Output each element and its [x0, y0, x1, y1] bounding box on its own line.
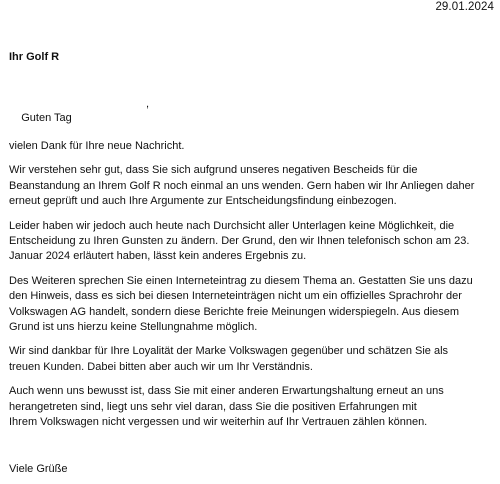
letter-body [9, 139, 493, 440]
greeting-text: Guten Tag [21, 112, 72, 124]
paragraph-understanding: Wir verstehen sehr gut, dass Sie sich aufgrund unseres negativen Bescheids für die Beanstandung an Ihrem Golf R noch einmal an uns wenden. Gern haben wir Ihr Anliegen daher erneut geprüft und auch Ihre Argumente zur Entscheidungsfindung einbezogen. [9, 164, 475, 208]
paragraph-internet-entry: Des Weiteren sprechen Sie einen Interneteintrag zu diesem Thema an. Gestatten Sie uns dazu den Hinweis, dass es sich bei diesen Interneteinträgen nicht um ein offizielles Sprachrohr der Volkswagen AG handelt, sondern diese Berichte freie Meinungen widerspiegeln. Aus diesem Grund ist uns hierzu keine Stellungnahme möglich. [9, 274, 473, 334]
paragraph-thanks: vielen Dank für Ihre neue Nachricht. [9, 140, 185, 152]
letter-closing: Viele Grüße [9, 463, 68, 475]
greeting-comma: , [146, 98, 150, 110]
letter-title: Ihr Golf R [9, 51, 60, 63]
paragraph-expectations: Auch wenn uns bewusst ist, dass Sie mit einer anderen Erwartungshaltung erneut an uns herangetreten sind, liegt uns sehr viel daran, dass Sie die positiven Erfahrungen mit Ihrem Volkswagen nicht vergessen und wir weiterhin auf Ihr Vertrauen zählen können. [9, 385, 444, 429]
letter-date: 29.01.2024 [435, 1, 494, 13]
paragraph-decision: Leider haben wir jedoch auch heute nach Durchsicht aller Unterlagen keine Möglichkeit, die Entscheidung zu Ihren Gunsten zu ändern. Der Grund, den wir Ihnen telefonisch schon am 23. Januar 2024 erläutert haben, lässt kein anderes Ergebnis zu. [9, 219, 470, 263]
paragraph-loyalty: Wir sind dankbar für Ihre Loyalität der Marke Volkswagen gegenüber und schätzen Sie als treuen Kunden. Dabei bitten aber auch wir um Ihr Verständnis. [9, 345, 449, 373]
